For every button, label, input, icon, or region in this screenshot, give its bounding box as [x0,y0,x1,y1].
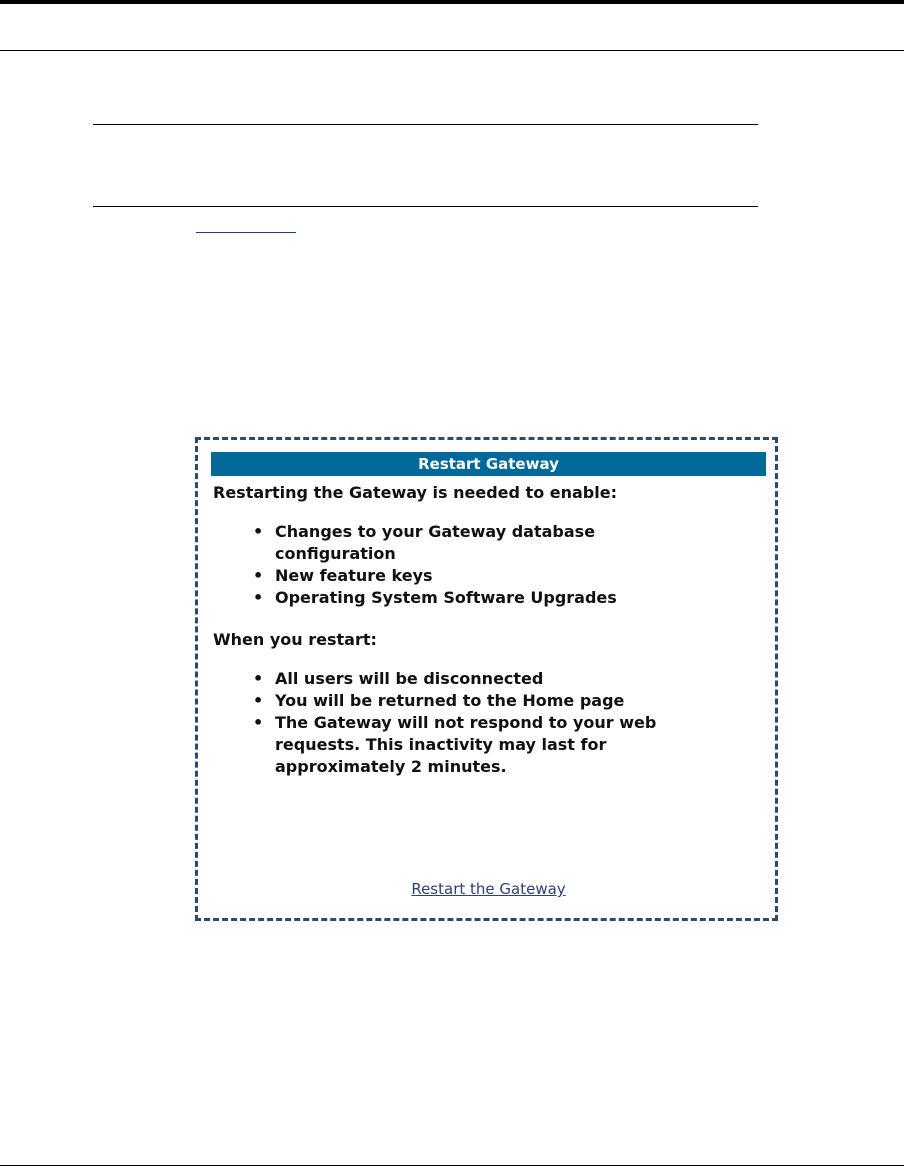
list-item: • You will be returned to the Home page [253,691,625,710]
restart-gateway-link[interactable]: Restart the Gateway [411,880,566,898]
bullet-icon: • [253,588,264,607]
restart-gateway-panel [211,452,766,898]
list-item: • The Gateway will not respond to your web requests. This inactivity may last for approximately 2 minutes. [253,713,657,776]
bullet-icon: • [253,522,264,541]
cross-reference-link[interactable] [196,218,296,233]
list-item: • All users will be disconnected [253,669,544,688]
page-bottom-rule [0,1165,904,1166]
panel-title: Restart Gateway [211,452,766,476]
panel-body [211,482,766,778]
bullet-icon: • [253,669,264,688]
list-item: • Operating System Software Upgrades [253,588,617,607]
list-item: • Changes to your Gateway database configuration [253,522,596,563]
bullet-icon: • [253,713,264,732]
page-top-rule-thin [0,50,904,51]
list-item: • New feature keys [253,566,433,585]
enable-intro-text: Restarting the Gateway is needed to enable: [213,483,617,502]
bullet-icon: • [253,566,264,585]
note-rule-upper [93,124,758,125]
restart-heading: When you restart: [213,630,377,649]
enable-list [211,521,766,609]
restart-list [211,668,766,778]
bullet-icon: • [253,691,264,710]
page-top-rule-thick [0,0,904,4]
note-rule-lower [93,206,758,207]
